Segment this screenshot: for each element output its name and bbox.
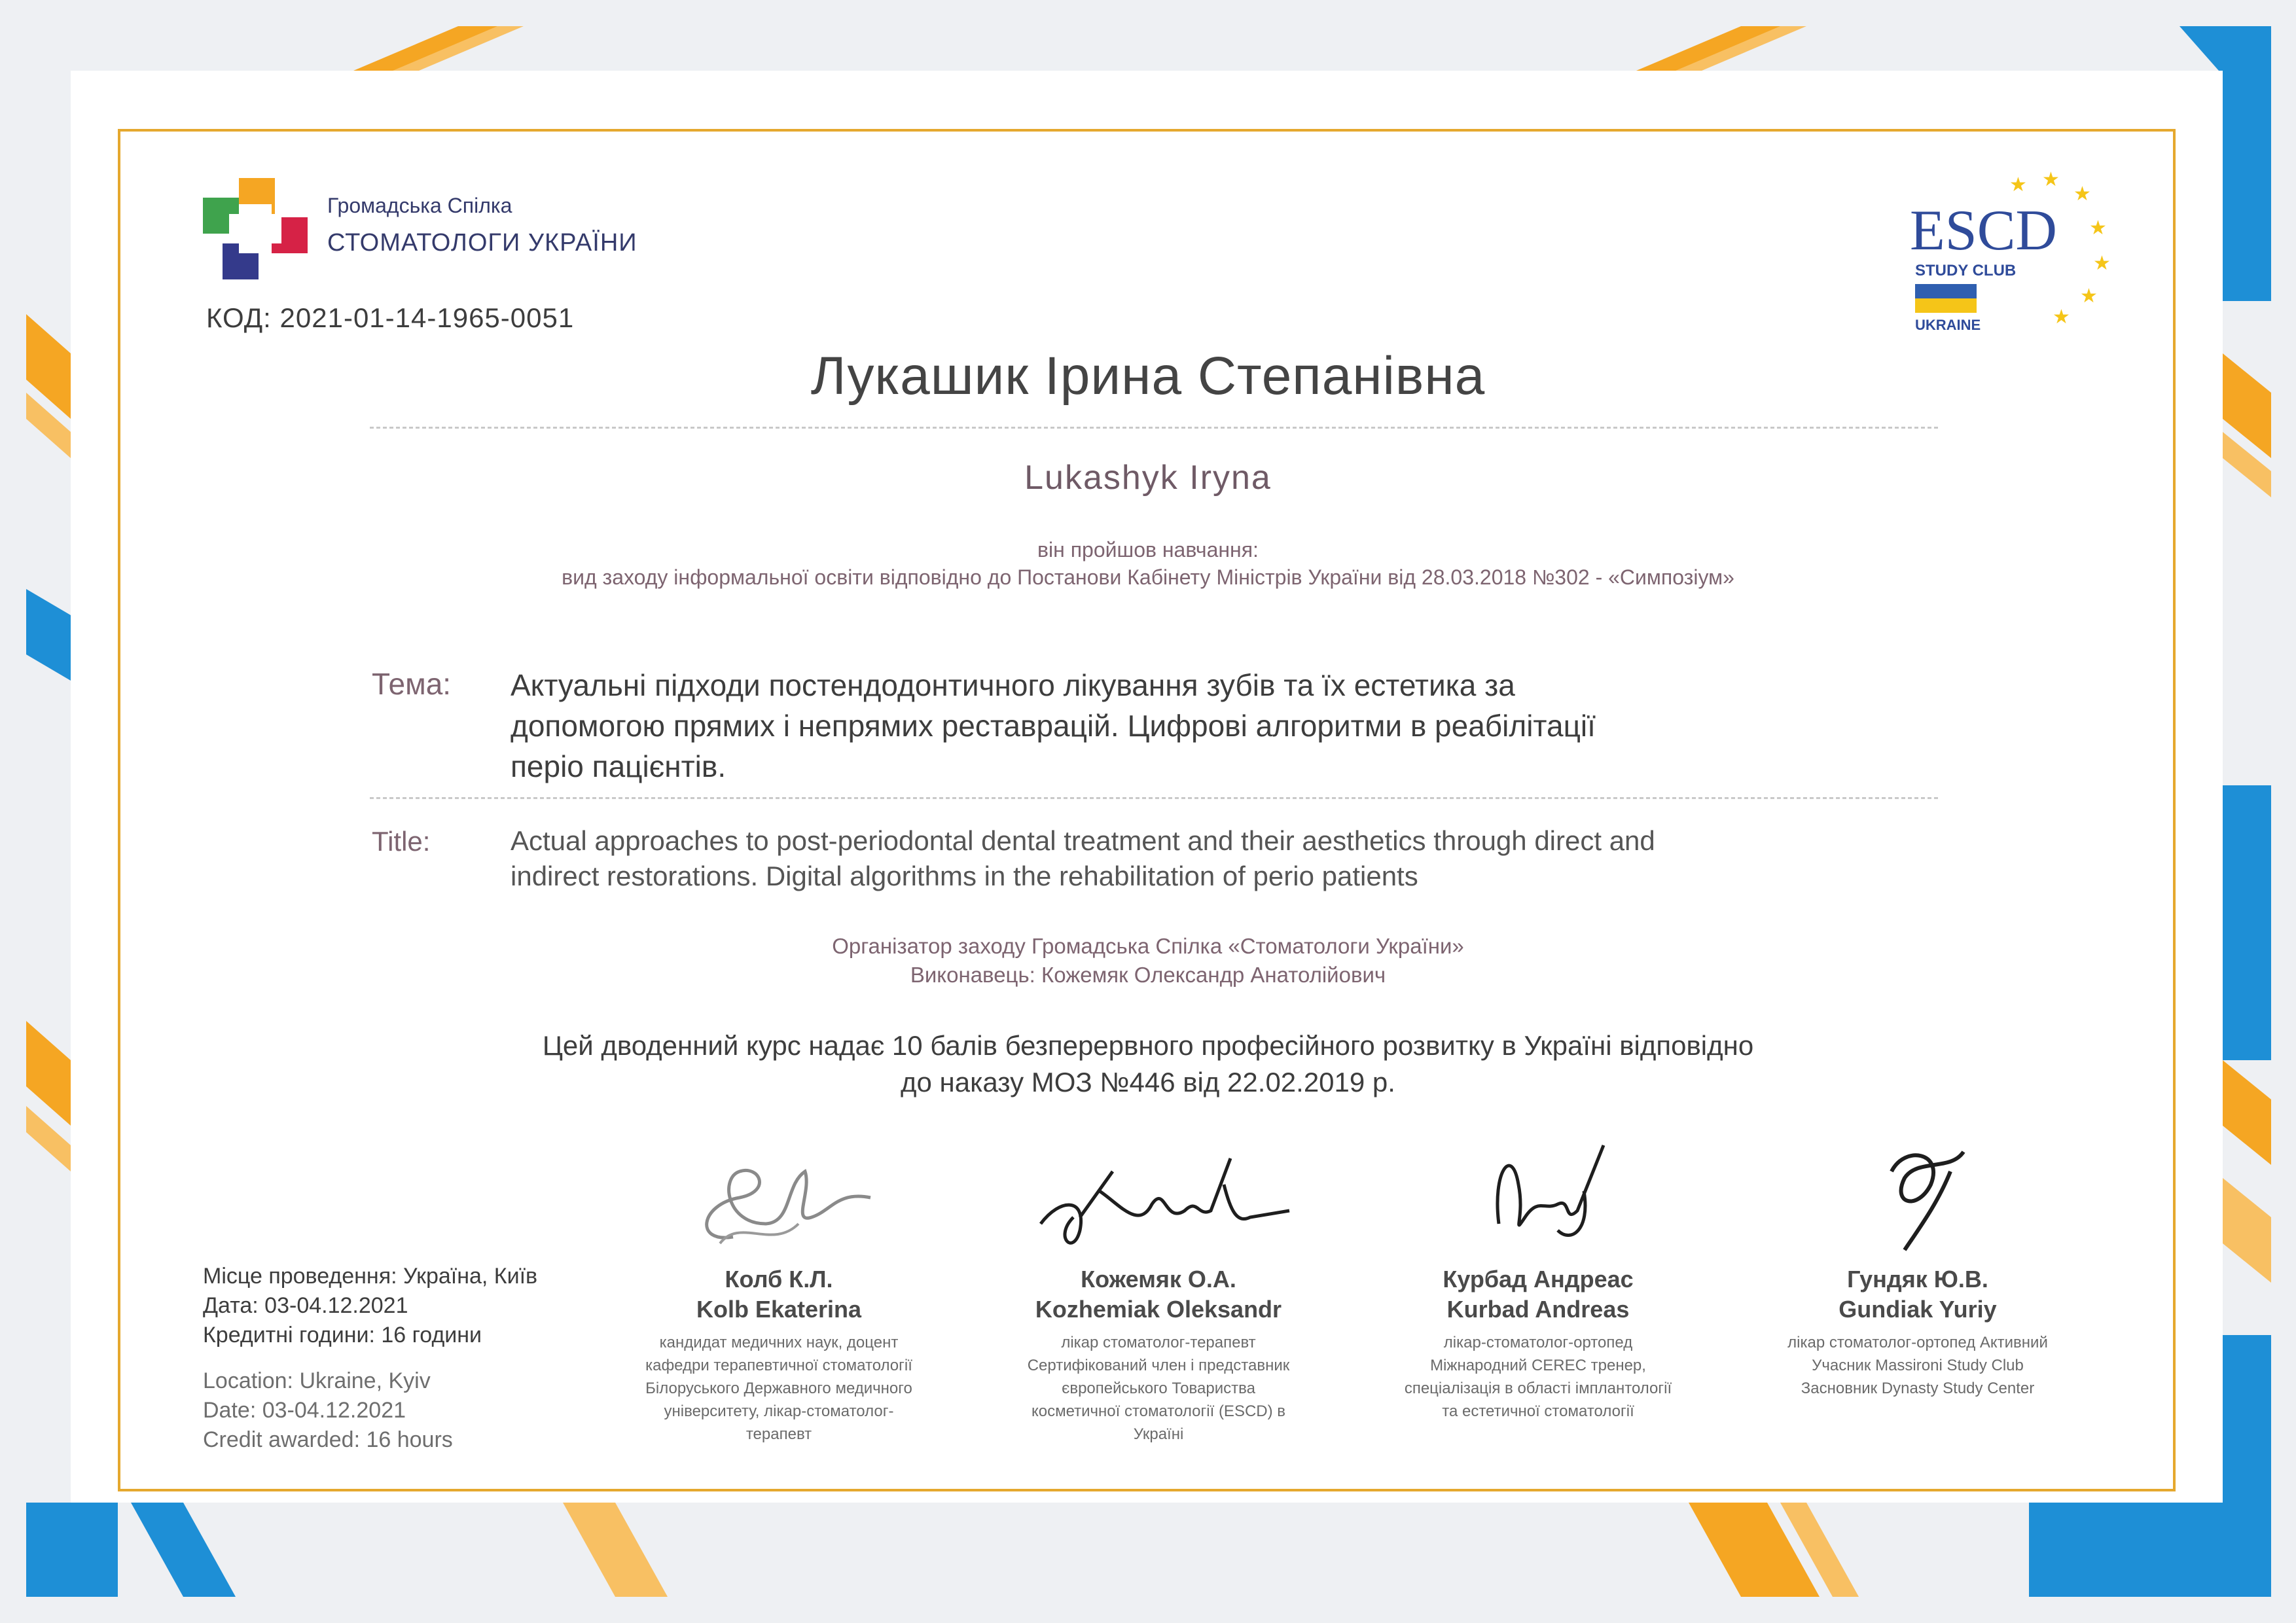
topic-line: Актуальні підходи постендодонтичного лікування зубів та їх естетика за xyxy=(511,668,1515,702)
signer-name-ua: Колб К.Л. xyxy=(725,1266,833,1293)
signer-name-en: Kurbad Andreas xyxy=(1446,1296,1630,1323)
completed-line: він пройшов навчання: xyxy=(1037,538,1259,562)
performer-line: Виконавець: Кожемяк Олександр Анатолійович xyxy=(910,963,1386,987)
signature-kolb xyxy=(681,1145,877,1263)
title-label: Title: xyxy=(372,826,431,857)
topic-line: періо пацієнтів. xyxy=(511,749,726,783)
organizer-line: Організатор заходу Громадська Спілка «Стоматологи України» xyxy=(832,934,1464,958)
signer-kurbad xyxy=(1348,1264,1728,1423)
signer-name-en: Kolb Ekaterina xyxy=(696,1296,862,1323)
eu-stars-icon xyxy=(1996,171,2121,329)
recipient-name-ua: Лукашик Ірина Степанівна xyxy=(810,346,1486,406)
credits-en: Credit awarded: 16 hours xyxy=(203,1427,453,1452)
escd-title: ESCD xyxy=(1910,199,2057,262)
escd-club: STUDY CLUB xyxy=(1915,262,2017,279)
signature-gundiak xyxy=(1852,1132,1996,1263)
title-text xyxy=(511,823,1872,894)
svg-text:★: ★ xyxy=(2042,171,2060,191)
divider xyxy=(370,797,1941,799)
date-en: Date: 03-04.12.2021 xyxy=(203,1398,406,1423)
divider xyxy=(370,427,1941,429)
credits-ua: Кредитні години: 16 години xyxy=(203,1323,482,1347)
svg-text:★: ★ xyxy=(2009,173,2027,196)
svg-text:★: ★ xyxy=(2089,217,2107,240)
event-type-line: вид заходу інформальної освіти відповідно до Постанови Кабінету Міністрів України від 28.03.2018 №302 - «Симпозіум» xyxy=(562,565,1734,589)
signer-gundiak xyxy=(1728,1264,2108,1400)
svg-text:★: ★ xyxy=(2080,285,2098,308)
svg-text:★: ★ xyxy=(2073,183,2091,205)
escd-logo xyxy=(1898,171,2121,342)
signer-name-en: Kozhemiak Oleksandr xyxy=(1035,1296,1282,1323)
signer-name-ua: Гундяк Ю.В. xyxy=(1847,1266,1988,1293)
signer-name-ua: Кожемяк О.А. xyxy=(1081,1266,1236,1293)
course-line: Цей дводенний курс надає 10 балів безперервного професійного розвитку в Україні відповідно xyxy=(542,1030,1754,1061)
org-name-line1: Громадська Спілка xyxy=(327,194,512,217)
title-line: indirect restorations. Digital algorithms in the rehabilitation of perio patients xyxy=(511,861,1418,891)
course-statement xyxy=(0,1027,2296,1101)
date-ua: Дата: 03-04.12.2021 xyxy=(203,1293,408,1318)
signer-description: лікар-стоматолог-ортопед Міжнародний CEREC тренер, спеціалізація в області імплантології та естетичної стоматології xyxy=(1404,1334,1672,1420)
signer-name-ua: Курбад Андреас xyxy=(1443,1266,1634,1293)
title-line: Actual approaches to post-periodontal dental treatment and their aesthetics through direct and xyxy=(511,825,1655,856)
topic-text xyxy=(511,665,1872,787)
org-name-line2: СТОМАТОЛОГИ УКРАЇНИ xyxy=(327,229,637,257)
event-details-ua xyxy=(203,1262,537,1350)
signature-kurbad xyxy=(1473,1132,1643,1263)
signer-kolb xyxy=(589,1264,969,1446)
location-en: Location: Ukraine, Kyiv xyxy=(203,1368,431,1393)
cross-logo-icon xyxy=(203,178,308,279)
signer-description: кандидат медичних наук, доцент кафедри терапевтичної стоматології Білоруського Державного медичного університету, лікар-стоматолог- терапевт xyxy=(645,1334,912,1443)
certificate-code: КОД: 2021-01-14-1965-0051 xyxy=(206,302,575,333)
signer-kozhemiak xyxy=(969,1264,1348,1446)
escd-country: UKRAINE xyxy=(1915,317,1981,333)
event-details-en xyxy=(203,1366,453,1455)
signer-name-en: Gundiak Yuriy xyxy=(1839,1296,1997,1323)
signer-description: лікар стоматолог-терапевт Сертифікований член і представник європейського Товариства косметичної стоматології (ESCD) в Україні xyxy=(1027,1334,1290,1443)
signature-kozhemiak xyxy=(1034,1145,1296,1263)
topic-line: допомогою прямих і непрямих реставрацій. Цифрові алгоритми в реабілітації xyxy=(511,709,1596,743)
topic-label: Тема: xyxy=(372,667,452,701)
course-line: до наказу МОЗ №446 від 22.02.2019 р. xyxy=(901,1067,1395,1097)
signer-description: лікар стоматолог-ортопед Активний Учасник Massironi Study Club Засновник Dynasty Study Center xyxy=(1787,1334,2048,1397)
svg-text:★: ★ xyxy=(2053,306,2070,329)
recipient-name-en: Lukashyk Iryna xyxy=(1024,459,1272,497)
ukraine-flag-icon xyxy=(1915,284,1977,298)
svg-text:★: ★ xyxy=(2093,252,2111,275)
location-ua: Місце проведення: Україна, Київ xyxy=(203,1264,538,1289)
